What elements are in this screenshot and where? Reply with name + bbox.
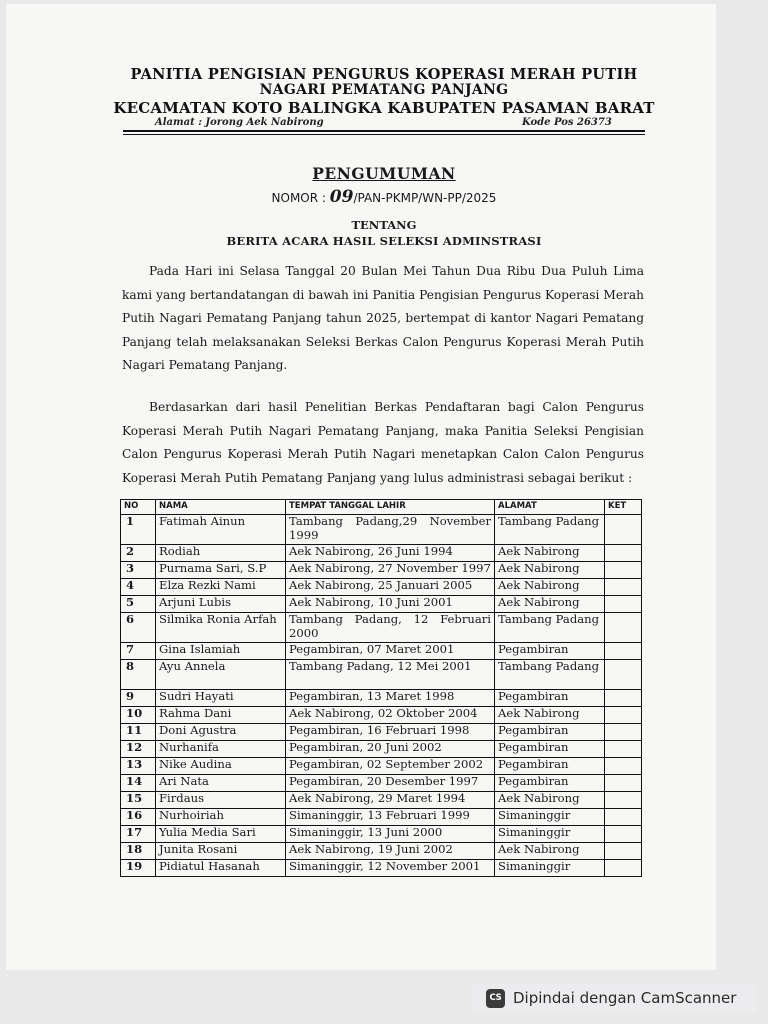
cell-no: 5: [121, 596, 156, 613]
table-body: [121, 515, 642, 877]
cell-name: Nurhanifa: [156, 741, 286, 758]
cell-address: Tambang Padang: [495, 515, 605, 545]
paragraph-1: Pada Hari ini Selasa Tanggal 20 Bulan Mei Tahun Dua Ribu Dua Puluh Lima kami yang bertandatangan di bawah ini Panitia Pengisian Pengurus Koperasi Merah Putih Nagari Pematang Panjang tahun 2025, bertempat di kantor Nagari Pematang Panjang telah melaksanakan Seleksi Berkas Calon Pengurus Koperasi Merah Putih Nagari Pematang Panjang.: [122, 264, 644, 372]
column-header-birth: TEMPAT TANGGAL LAHIR: [286, 500, 495, 515]
announcement-title: PENGUMUMAN: [312, 164, 456, 183]
table-row: [121, 860, 642, 877]
cell-ket: [605, 596, 642, 613]
cell-no: 4: [121, 579, 156, 596]
column-header-address: ALAMAT: [495, 500, 605, 515]
cell-birth: Pegambiran, 16 Februari 1998: [286, 724, 495, 741]
cell-ket: [605, 545, 642, 562]
cell-birth: Aek Nabirong, 25 Januari 2005: [286, 579, 495, 596]
table-row: [121, 579, 642, 596]
cell-address: Aek Nabirong: [495, 707, 605, 724]
cell-address: Simaninggir: [495, 860, 605, 877]
cell-ket: [605, 643, 642, 660]
number-prefix: NOMOR :: [271, 191, 326, 205]
cell-no: 7: [121, 643, 156, 660]
cell-address: Pegambiran: [495, 758, 605, 775]
cell-birth: Tambang Padang, 12 Mei 2001: [286, 660, 495, 690]
cell-name: Doni Agustra: [156, 724, 286, 741]
subject-heading: BERITA ACARA HASIL SELEKSI ADMINSTRASI: [226, 234, 542, 248]
cell-address: Aek Nabirong: [495, 596, 605, 613]
table-row: [121, 660, 642, 690]
header-address: Alamat : Jorong Aek Nabirong: [155, 117, 324, 128]
paragraph-2: Berdasarkan dari hasil Penelitian Berkas Pendaftaran bagi Calon Pengurus Koperasi Merah Putih Nagari Pematang Panjang, maka Panitia Seleksi Pengisian Calon Pengurus Koperasi Merah Putih Nagari menetapkan Calon Calon Pengurus Koperasi Merah Putih Pematang Panjang yang lulus administrasi sebagai berikut :: [122, 400, 644, 485]
cell-no: 12: [121, 741, 156, 758]
header-postcode: Kode Pos 26373: [522, 117, 612, 128]
table-row: [121, 545, 642, 562]
cell-address: Pegambiran: [495, 775, 605, 792]
cell-no: 17: [121, 826, 156, 843]
cell-no: 3: [121, 562, 156, 579]
cell-name: Silmika Ronia Arfah: [156, 613, 286, 643]
cell-birth: Pegambiran, 07 Maret 2001: [286, 643, 495, 660]
cell-address: Aek Nabirong: [495, 843, 605, 860]
cell-name: Elza Rezki Nami: [156, 579, 286, 596]
candidate-table: [120, 499, 642, 877]
cell-ket: [605, 809, 642, 826]
cell-address: Simaninggir: [495, 826, 605, 843]
cell-no: 11: [121, 724, 156, 741]
cell-ket: [605, 579, 642, 596]
cell-name: Firdaus: [156, 792, 286, 809]
cell-name: Rahma Dani: [156, 707, 286, 724]
table-row: [121, 843, 642, 860]
cell-no: 14: [121, 775, 156, 792]
column-header-ket: KET: [605, 500, 642, 515]
cell-birth: Aek Nabirong, 10 Juni 2001: [286, 596, 495, 613]
cell-name: Gina Islamiah: [156, 643, 286, 660]
cell-no: 8: [121, 660, 156, 690]
column-header-no: NO: [121, 500, 156, 515]
header-rule-thin: [123, 134, 645, 135]
cell-no: 10: [121, 707, 156, 724]
cell-ket: [605, 515, 642, 545]
cell-address: Tambang Padang: [495, 660, 605, 690]
cell-birth: Pegambiran, 02 September 2002: [286, 758, 495, 775]
cell-address: Pegambiran: [495, 690, 605, 707]
cell-birth: Aek Nabirong, 27 November 1997: [286, 562, 495, 579]
cell-name: Pidiatul Hasanah: [156, 860, 286, 877]
cell-ket: [605, 741, 642, 758]
cell-address: Pegambiran: [495, 724, 605, 741]
announcement-number: [0, 187, 768, 207]
cell-name: Rodiah: [156, 545, 286, 562]
header-line-3: KECAMATAN KOTO BALINGKA KABUPATEN PASAMAN BARAT: [113, 99, 655, 117]
table-row: [121, 724, 642, 741]
table-row: [121, 707, 642, 724]
table-row: [121, 741, 642, 758]
table-row: [121, 775, 642, 792]
table-row: [121, 643, 642, 660]
cell-birth: Tambang Padang,29 November 1999: [286, 515, 495, 545]
number-handwritten: 09: [329, 187, 354, 207]
cell-name: Ayu Annela: [156, 660, 286, 690]
table-row: [121, 562, 642, 579]
table-row: [121, 690, 642, 707]
cell-address: Aek Nabirong: [495, 792, 605, 809]
table-row: [121, 826, 642, 843]
cell-ket: [605, 758, 642, 775]
header-rule-thick: [123, 130, 645, 132]
cell-address: Pegambiran: [495, 643, 605, 660]
cell-ket: [605, 613, 642, 643]
cell-no: 18: [121, 843, 156, 860]
cell-address: Aek Nabirong: [495, 545, 605, 562]
cell-birth: Simaninggir, 13 Februari 1999: [286, 809, 495, 826]
cell-birth: Pegambiran, 13 Maret 1998: [286, 690, 495, 707]
cell-no: 13: [121, 758, 156, 775]
cell-name: Yulia Media Sari: [156, 826, 286, 843]
cell-birth: Tambang Padang, 12 Februari 2000: [286, 613, 495, 643]
table-row: [121, 515, 642, 545]
camscanner-watermark: [472, 983, 756, 1013]
table-header-row: [121, 500, 642, 515]
cell-no: 9: [121, 690, 156, 707]
cell-no: 15: [121, 792, 156, 809]
cell-no: 2: [121, 545, 156, 562]
cell-name: Purnama Sari, S.P: [156, 562, 286, 579]
cell-name: Junita Rosani: [156, 843, 286, 860]
cell-birth: Aek Nabirong, 26 Juni 1994: [286, 545, 495, 562]
header-line-1: PANITIA PENGISIAN PENGURUS KOPERASI MERAH PUTIH: [130, 66, 638, 83]
cell-name: Sudri Hayati: [156, 690, 286, 707]
cell-ket: [605, 724, 642, 741]
cell-address: Simaninggir: [495, 809, 605, 826]
cell-ket: [605, 826, 642, 843]
column-header-name: NAMA: [156, 500, 286, 515]
cell-birth: Aek Nabirong, 19 Juni 2002: [286, 843, 495, 860]
cell-no: 19: [121, 860, 156, 877]
cell-birth: Simaninggir, 13 Juni 2000: [286, 826, 495, 843]
table-row: [121, 792, 642, 809]
cell-name: Arjuni Lubis: [156, 596, 286, 613]
cell-ket: [605, 707, 642, 724]
header-line-2: NAGARI PEMATANG PANJANG: [259, 82, 509, 98]
cell-birth: Pegambiran, 20 Juni 2002: [286, 741, 495, 758]
cell-address: Aek Nabirong: [495, 579, 605, 596]
cell-name: Ari Nata: [156, 775, 286, 792]
cell-ket: [605, 843, 642, 860]
cell-birth: Simaninggir, 12 November 2001: [286, 860, 495, 877]
cell-ket: [605, 690, 642, 707]
cell-birth: Pegambiran, 20 Desember 1997: [286, 775, 495, 792]
cell-name: Nurhoiriah: [156, 809, 286, 826]
table-row: [121, 613, 642, 643]
cell-no: 6: [121, 613, 156, 643]
table-row: [121, 758, 642, 775]
number-suffix: /PAN-PKMP/WN-PP/2025: [353, 191, 497, 205]
cell-ket: [605, 792, 642, 809]
cell-ket: [605, 562, 642, 579]
about-heading: TENTANG: [351, 218, 417, 232]
cell-address: Pegambiran: [495, 741, 605, 758]
cell-no: 16: [121, 809, 156, 826]
camscanner-text: Dipindai dengan CamScanner: [513, 989, 737, 1007]
cell-name: Nike Audina: [156, 758, 286, 775]
cell-ket: [605, 860, 642, 877]
cell-birth: Aek Nabirong, 02 Oktober 2004: [286, 707, 495, 724]
cell-ket: [605, 660, 642, 690]
cell-birth: Aek Nabirong, 29 Maret 1994: [286, 792, 495, 809]
cell-no: 1: [121, 515, 156, 545]
cell-name: Fatimah Ainun: [156, 515, 286, 545]
table-row: [121, 596, 642, 613]
cell-address: Tambang Padang: [495, 613, 605, 643]
cell-address: Aek Nabirong: [495, 562, 605, 579]
camscanner-icon: CS: [486, 989, 505, 1008]
cell-ket: [605, 775, 642, 792]
table-row: [121, 809, 642, 826]
